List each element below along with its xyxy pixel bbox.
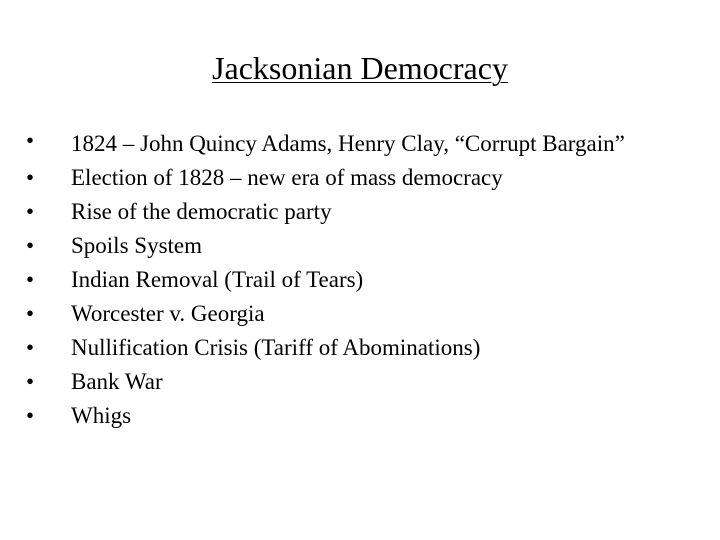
bullet-text: Election of 1828 – new era of mass democracy (71, 165, 503, 190)
bullet-item (26, 161, 646, 195)
bullet-dot-icon: • (26, 369, 35, 394)
bullet-dot-icon: • (26, 301, 35, 326)
bullet-dot-icon: • (26, 403, 35, 428)
bullet-text: Indian Removal (Trail of Tears) (71, 267, 364, 292)
bullet-dot-icon: • (26, 199, 35, 224)
bullet-item (26, 331, 646, 365)
bullet-text: Whigs (71, 403, 132, 428)
bullet-dot-icon: • (26, 335, 35, 360)
bullet-item (26, 297, 646, 331)
slide-title: Jacksonian Democracy (212, 50, 508, 86)
bullet-text: Nullification Crisis (Tariff of Abominations) (71, 335, 481, 360)
bullet-item (26, 229, 646, 263)
bullet-item (26, 127, 646, 161)
bullet-text: Bank War (71, 369, 163, 394)
bullet-item (26, 195, 646, 229)
bullet-text: Spoils System (71, 233, 203, 258)
bullet-text: Worcester v. Georgia (71, 301, 265, 326)
bullet-text: 1824 – John Quincy Adams, Henry Clay, “Corrupt Bargain” (71, 131, 625, 156)
bullet-dot-icon: • (26, 165, 35, 190)
bullet-item (26, 399, 646, 433)
bullet-dot-icon: • (26, 128, 35, 153)
bullet-item (26, 263, 646, 297)
bullet-dot-icon: • (26, 267, 35, 292)
bullet-text: Rise of the democratic party (71, 199, 332, 224)
bullet-list (26, 127, 646, 433)
bullet-item (26, 365, 646, 399)
bullet-dot-icon: • (26, 233, 35, 258)
